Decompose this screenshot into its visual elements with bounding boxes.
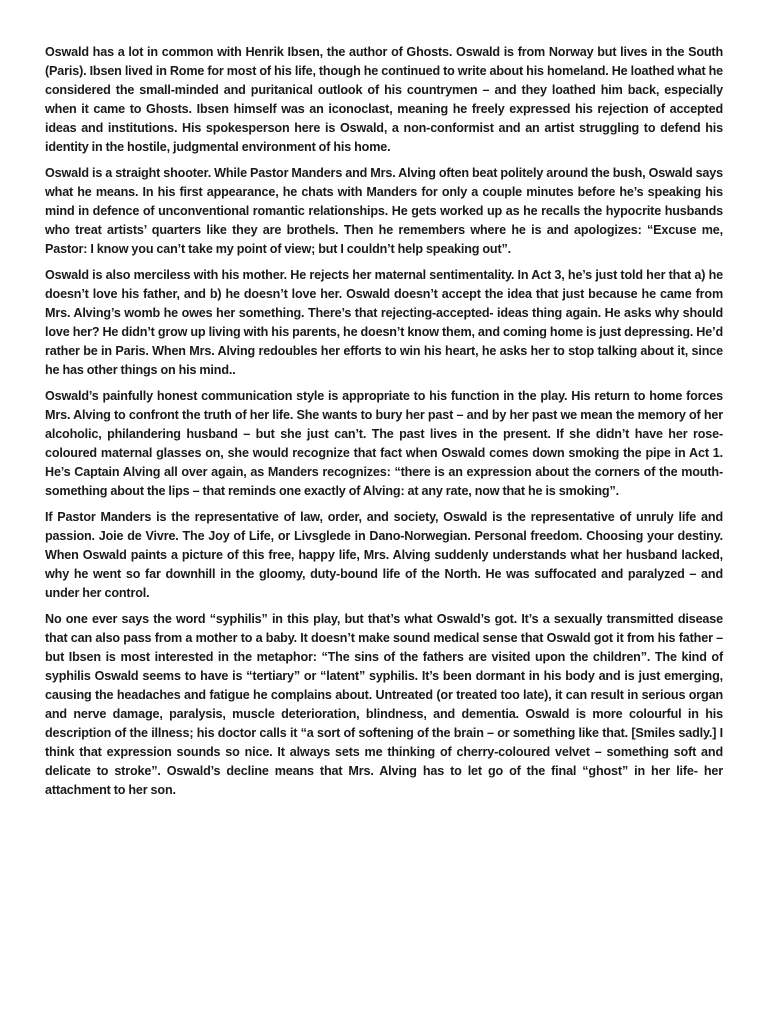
- paragraph-3: Oswald is also merciless with his mother. He rejects her maternal sentimentality. In Act 3, he’s just told her that a) he doesn’t love his father, and b) he doesn’t love her. Oswald doesn’t accept the idea that just because he came from Mrs. Alving’s womb he owes her something. There’s that rejecting-accepted- ideas thing again. He asks why should love her? He didn’t grow up living with his parents, he doesn’t know them, and coming home is just depressing. He’d rather be in Paris. When Mrs. Alving redoubles her efforts to win his heart, he asks her to stop talking about it, since he has other things on his mind..: [45, 268, 723, 377]
- paragraph-1: Oswald has a lot in common with Henrik Ibsen, the author of Ghosts. Oswald is from Norway but lives in the South (Paris). Ibsen lived in Rome for most of his life, though he continued to write about his homeland. He loathed what he considered the small-minded and puritanical outlook of his countrymen – and they loathed him back, especially when it came to Ghosts. Ibsen himself was an iconoclast, meaning he freely expressed his rejection of accepted ideas and institutions. His spokesperson here is Oswald, a non-conformist and an artist struggling to defend his identity in the hostile, judgmental environment of his home.: [45, 45, 723, 154]
- paragraph-5: If Pastor Manders is the representative of law, order, and society, Oswald is the representative of unruly life and passion. Joie de Vivre. The Joy of Life, or Livsglede in Dano-Norwegian. Personal freedom. Choosing your destiny. When Oswald paints a picture of this free, happy life, Mrs. Alving suddenly understands what her husband lacked, why he went so far downhill in the gloomy, duty-bound life of the North. He was suffocated and paralyzed – and under her control.: [45, 510, 723, 600]
- document-page: [45, 43, 723, 807]
- paragraph-6: No one ever says the word “syphilis” in this play, but that’s what Oswald’s got. It’s a sexually transmitted disease that can also pass from a mother to a baby. It doesn’t make sound medical sense that Oswald got it from his father – but Ibsen is most interested in the metaphor: “The sins of the fathers are visited upon the children”. The kind of syphilis Oswald seems to have is “tertiary” or “latent” syphilis. It’s been dormant in his body and is just emerging, causing the headaches and fatigue he complains about. Untreated (or treated too late), it can result in serious organ and nerve damage, paralysis, muscle deterioration, blindness, and dementia. Oswald is more colourful in his description of the illness; his doctor calls it “a sort of softening of the brain – or something like that. [Smiles sadly.] I think that expression sounds so nice. It always sets me thinking of cherry-coloured velvet – something soft and delicate to stroke”. Oswald’s decline means that Mrs. Alving has to let go of the final “ghost” in her life- her attachment to her son.: [45, 612, 723, 797]
- paragraph-4: Oswald’s painfully honest communication style is appropriate to his function in the play. His return to home forces Mrs. Alving to confront the truth of her life. She wants to bury her past – and by her past we mean the memory of her alcoholic, philandering husband – but she just can’t. The past lives in the present. If she didn’t have her rose-coloured maternal glasses on, she would recognize that fact when Oswald comes down smoking the pipe in Act 1. He’s Captain Alving all over again, as Manders recognizes: “there is an expression about the corners of the mouth-something about the lips – that reminds one exactly of Alving: at any rate, now that he is smoking”.: [45, 389, 723, 498]
- paragraph-2: Oswald is a straight shooter. While Pastor Manders and Mrs. Alving often beat politely around the bush, Oswald says what he means. In his first appearance, he chats with Manders for only a couple minutes before he’s speaking his mind in defence of unconventional romantic relationships. He gets worked up as he recalls the hypocrite husbands who treat artists’ quarters like they are brothels. Then he remembers where he is and apologizes: “Excuse me, Pastor: I know you can’t take my point of view; but I couldn’t help speaking out”.: [45, 166, 723, 256]
